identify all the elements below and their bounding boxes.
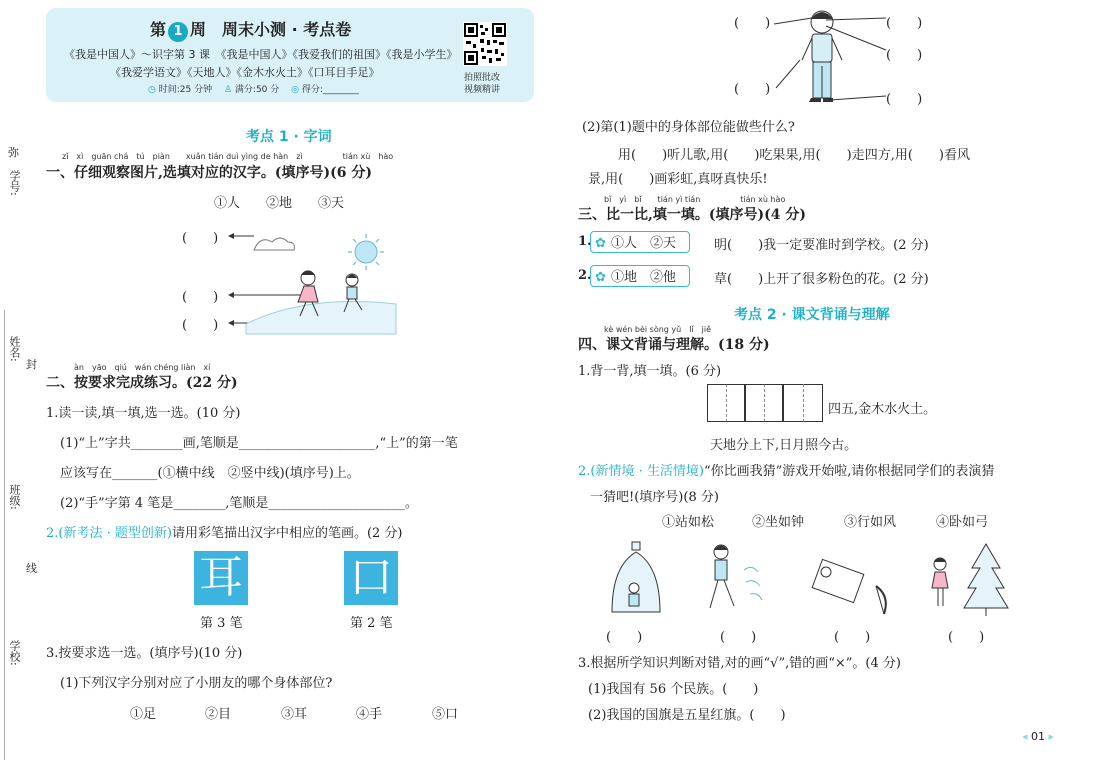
posture-option-1: ①站如松 (662, 515, 715, 530)
chevron-left-icon: ◂ (1022, 730, 1028, 743)
qr-caption-2: 视频精讲 (464, 85, 501, 95)
answer-blank-sky[interactable]: ( ) (182, 231, 219, 246)
answer-blank-ground[interactable]: ( ) (182, 318, 219, 333)
question-4-3-1: (1)我国有 56 个民族。( ) (588, 682, 759, 697)
section-3-item-2-options-box: ✿ ①地 ②他 (590, 265, 690, 287)
body-part-option-2: ②目 (205, 707, 232, 722)
body-blank-hand-right[interactable]: ( ) (886, 92, 923, 107)
children-playing-illustration (226, 228, 406, 338)
question-2-tag: 2.(新考法 · 题型创新) (46, 526, 172, 541)
question-4-3-stem: 3.根据所学知识判断对错,对的画“√”,错的画“×”。(4 分) (578, 656, 901, 671)
posture-blank-1[interactable]: ( ) (606, 630, 643, 645)
posture-blank-3[interactable]: ( ) (834, 630, 871, 645)
seal-mark-xian: 线 (26, 562, 37, 575)
question-4-2-stem: 2.(新情境 · 生活情境)“你比画我猜”游戏开始啦,请你根据同学们的表演猜 (578, 464, 995, 479)
question-4-2-stem-line2: 一猜吧!(填序号)(8 分) (590, 490, 719, 505)
student-id-label: 学号: (8, 170, 21, 196)
qr-code-icon[interactable] (463, 22, 507, 66)
writing-cell-4[interactable] (764, 384, 784, 422)
character-card-kou[interactable]: 口 (344, 551, 398, 605)
header-meta: ◷ 时间:25 分钟 ♙ 满分:50 分 ◎ 得分:________ (148, 85, 359, 95)
header-subtitle-1: 《我是中国人》～识字第 3 课 《我是中国人》《我爱我们的祖国》《我是小学生》 (64, 48, 458, 61)
poem-line-1-tail: 四五,金木水火土。 (828, 402, 937, 417)
section-3-item-2-text: 草( )上开了很多粉色的花。(2 分) (714, 272, 929, 287)
body-part-option-5: ⑤口 (432, 707, 459, 722)
section-3-title: 三、比一比,填一填。(填序号)(4 分) (578, 207, 806, 223)
character-1-caption: 第 3 笔 (200, 616, 243, 631)
section-2-title: 二、按要求完成练习。(22 分) (46, 375, 238, 391)
class-label: 班级: (8, 484, 21, 510)
body-blank-head-left[interactable]: ( ) (734, 16, 771, 31)
body-blank-eye-right[interactable]: ( ) (886, 16, 923, 31)
section-3-item-2-number: 2. (578, 268, 592, 283)
question-1-2: (2)“手”字第 4 笔是________,笔顺是_____________________。 (60, 496, 418, 511)
question-2-stem: 2.(新考法 · 题型创新)请用彩笔描出汉字中相应的笔画。(2 分) (46, 526, 403, 541)
question-3-1: (1)下列汉字分别对应了小朋友的哪个身体部位? (60, 676, 333, 691)
chevron-right-icon: ▸ (1048, 730, 1055, 743)
body-part-option-3: ③耳 (281, 707, 308, 722)
question-4-2-tag: 2.(新情境 · 生活情境) (578, 464, 704, 479)
seal-mark-mi: 弥 (8, 146, 19, 159)
kaodian-1-heading: 考点 1 · 字词 (246, 129, 332, 145)
section-1-pinyin: zǐ xì guān chá tú piàn xuǎn tián duì yìng de hàn zì tián xù hào (62, 152, 394, 161)
question-1-stem: 1.读一读,填一填,选一选。(10 分) (46, 406, 241, 421)
binding-edge (4, 310, 5, 760)
writing-cell-2[interactable] (726, 384, 746, 422)
section-1-options: ①人 ②地 ③天 (214, 196, 345, 211)
character-2-caption: 第 2 笔 (350, 616, 393, 631)
question-1-1-line2: 应该写在_______(①横中线 ②竖中线)(填序号)上。 (60, 466, 360, 481)
body-blank-mouth-right[interactable]: ( ) (886, 48, 923, 63)
posture-illustrations (604, 536, 1014, 620)
section-3-item-1-text: 明( )我一定要准时到学校。(2 分) (714, 238, 929, 253)
question-4-1-stem: 1.背一背,填一填。(6 分) (578, 364, 722, 379)
page-title: 第 1 周 周末小测 · 考点卷 (150, 17, 351, 42)
question-3-2-line2: 景,用( )画彩虹,真呀真快乐! (588, 172, 768, 187)
question-3-stem: 3.按要求选一选。(填序号)(10 分) (46, 646, 243, 661)
clock-icon: ◷ (148, 85, 156, 95)
body-part-option-1: ①足 (130, 707, 157, 722)
body-part-option-4: ④手 (356, 707, 383, 722)
boy-body-parts-illustration (770, 4, 890, 108)
posture-blank-2[interactable]: ( ) (720, 630, 757, 645)
poem-line-2: 天地分上下,日月照今古。 (710, 438, 858, 453)
section-3-item-1-number: 1. (578, 234, 592, 249)
header-subtitle-2: 《我爱学语文》《天地人》《金木水火土》《口耳目手足》 (110, 66, 380, 79)
section-2-pinyin: àn yāo qiú wán chéng liàn xí (74, 363, 211, 372)
section-4-title: 四、课文背诵与理解。(18 分) (578, 337, 770, 353)
target-icon: ◎ (291, 85, 300, 95)
posture-option-4: ④卧如弓 (936, 515, 989, 530)
question-4-3-2: (2)我国的国旗是五星红旗。( ) (588, 708, 786, 723)
answer-blank-person[interactable]: ( ) (182, 290, 219, 305)
section-1-title: 一、仔细观察图片,选填对应的汉字。(填序号)(6 分) (46, 165, 372, 181)
school-label: 学校: (8, 640, 21, 666)
section-4-pinyin: kè wén bèi sòng yǔ lǐ jiě (604, 325, 712, 334)
person-icon: ♙ (223, 85, 233, 95)
page-number: ◂ 01 ▸ (1022, 730, 1055, 743)
week-number-badge: 1 (168, 22, 188, 42)
writing-grid[interactable] (707, 384, 823, 422)
flower-icon: ✿ (595, 236, 606, 251)
character-card-er[interactable]: 耳 (194, 551, 248, 605)
body-blank-foot-left[interactable]: ( ) (734, 82, 771, 97)
seal-mark-feng: 封 (26, 358, 37, 371)
kaodian-2-heading: 考点 2 · 课文背诵与理解 (734, 307, 890, 323)
question-1-1-line1: (1)“上”字共________画,笔顺是_____________________,“上”的第一笔 (60, 436, 458, 451)
qr-caption-1: 拍照批改 (464, 73, 501, 83)
posture-option-2: ②坐如钟 (752, 515, 805, 530)
name-label: 姓名: (8, 336, 21, 362)
section-3-pinyin: bǐ yì bǐ tián yì tián tián xù hào (604, 195, 786, 204)
question-3-2: (2)第(1)题中的身体部位能做些什么? (582, 120, 795, 135)
flower-icon: ✿ (595, 270, 606, 285)
section-3-item-1-options-box: ✿ ①人 ②天 (590, 231, 690, 253)
posture-blank-4[interactable]: ( ) (948, 630, 985, 645)
question-3-2-line1: 用( )听儿歌,用( )吃果果,用( )走四方,用( )看风 (618, 148, 970, 163)
posture-option-3: ③行如风 (844, 515, 897, 530)
